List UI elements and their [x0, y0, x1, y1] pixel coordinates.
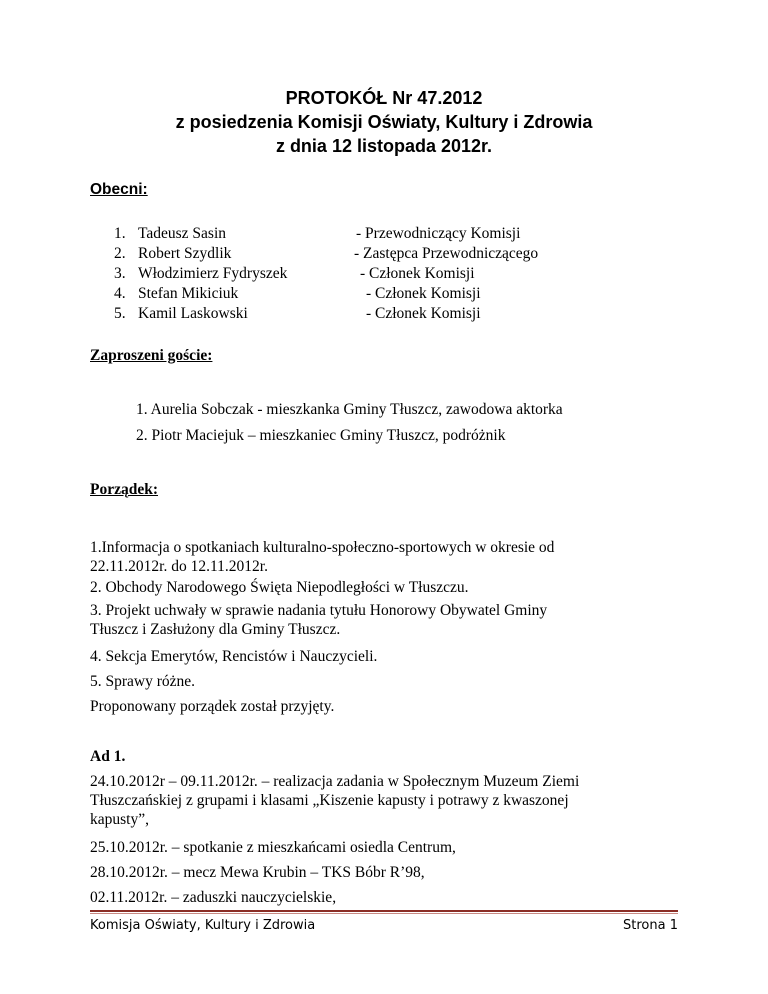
agenda-item-1-line-1: 1.Informacja o spotkaniach kulturalno-społeczno-sportowych w okresie od: [90, 539, 555, 556]
agenda-item-1-line-2: 22.11.2012r. do 12.11.2012r.: [90, 558, 268, 575]
footer-divider: [90, 910, 678, 912]
attendee-role: - Członek Komisji: [366, 285, 481, 302]
ad1-entry-4: 02.11.2012r. – zaduszki nauczycielskie,: [90, 889, 337, 906]
agenda-item-3-line-1: 3. Projekt uchwały w sprawie nadania tytułu Honorowy Obywatel Gminy: [90, 602, 548, 619]
ad1-entry-1-line-2: Tłuszczańskiej z grupami i klasami „Kiszenie kapusty i potrawy z kwaszonej: [90, 792, 569, 809]
agenda-item-5: 5. Sprawy różne.: [90, 673, 196, 690]
attendee-name: Kamil Laskowski: [138, 305, 248, 322]
guest-item: 1. Aurelia Sobczak - mieszkanka Gminy Tłuszcz, zawodowa aktorka: [136, 401, 563, 418]
footer-page-number: Strona 1: [623, 918, 678, 933]
attendee-role: - Zastępca Przewodniczącego: [354, 245, 539, 262]
attendee-number: 3.: [114, 265, 126, 282]
ad1-entry-1-line-1: 24.10.2012r – 09.11.2012r. – realizacja zadania w Społecznym Muzeum Ziemi: [90, 773, 580, 790]
attendee-number: 5.: [114, 305, 126, 322]
attendee-name: Stefan Mikiciuk: [138, 285, 239, 302]
attendee-role: - Członek Komisji: [366, 305, 481, 322]
attendee-role: - Członek Komisji: [360, 265, 475, 282]
attendees-heading: Obecni:: [90, 181, 148, 198]
footer-divider-thin: [90, 913, 678, 914]
guests-heading: Zaproszeni goście:: [90, 347, 213, 364]
document-title-line-2: z posiedzenia Komisji Oświaty, Kultury i Zdrowia: [175, 112, 593, 132]
ad1-heading: Ad 1.: [90, 748, 126, 765]
ad1-entry-3: 28.10.2012r. – mecz Mewa Krubin – TKS Bóbr R’98,: [90, 864, 425, 881]
document-title-line-1: PROTOKÓŁ Nr 47.2012: [285, 88, 483, 108]
attendee-row: [114, 264, 634, 284]
footer-committee-name: Komisja Oświaty, Kultury i Zdrowia: [90, 918, 316, 933]
ad1-entry-1-line-3: kapusty”,: [90, 811, 149, 828]
agenda-item-2: 2. Obchody Narodowego Święta Niepodległości w Tłuszczu.: [90, 579, 469, 596]
attendee-role: - Przewodniczący Komisji: [356, 225, 521, 242]
attendee-number: 1.: [114, 225, 126, 242]
attendee-name: Robert Szydlik: [138, 245, 232, 262]
attendee-row: [114, 284, 634, 304]
attendee-row: [114, 224, 634, 244]
guest-item: 2. Piotr Maciejuk – mieszkaniec Gminy Tłuszcz, podróżnik: [136, 427, 506, 444]
attendee-row: [114, 304, 634, 324]
attendee-name: Tadeusz Sasin: [138, 225, 227, 242]
agenda-item-4: 4. Sekcja Emerytów, Rencistów i Nauczycieli.: [90, 648, 378, 665]
document-title-line-3: z dnia 12 listopada 2012r.: [275, 136, 493, 156]
attendee-row: [114, 244, 634, 264]
agenda-accepted-note: Proponowany porządek został przyjęty.: [90, 698, 335, 715]
attendee-name: Włodzimierz Fydryszek: [138, 265, 288, 282]
ad1-entry-2: 25.10.2012r. – spotkanie z mieszkańcami osiedla Centrum,: [90, 839, 456, 856]
attendee-number: 2.: [114, 245, 126, 262]
agenda-item-3-line-2: Tłuszcz i Zasłużony dla Gminy Tłuszcz.: [90, 621, 341, 638]
agenda-heading: Porządek:: [90, 481, 159, 498]
attendee-number: 4.: [114, 285, 126, 302]
